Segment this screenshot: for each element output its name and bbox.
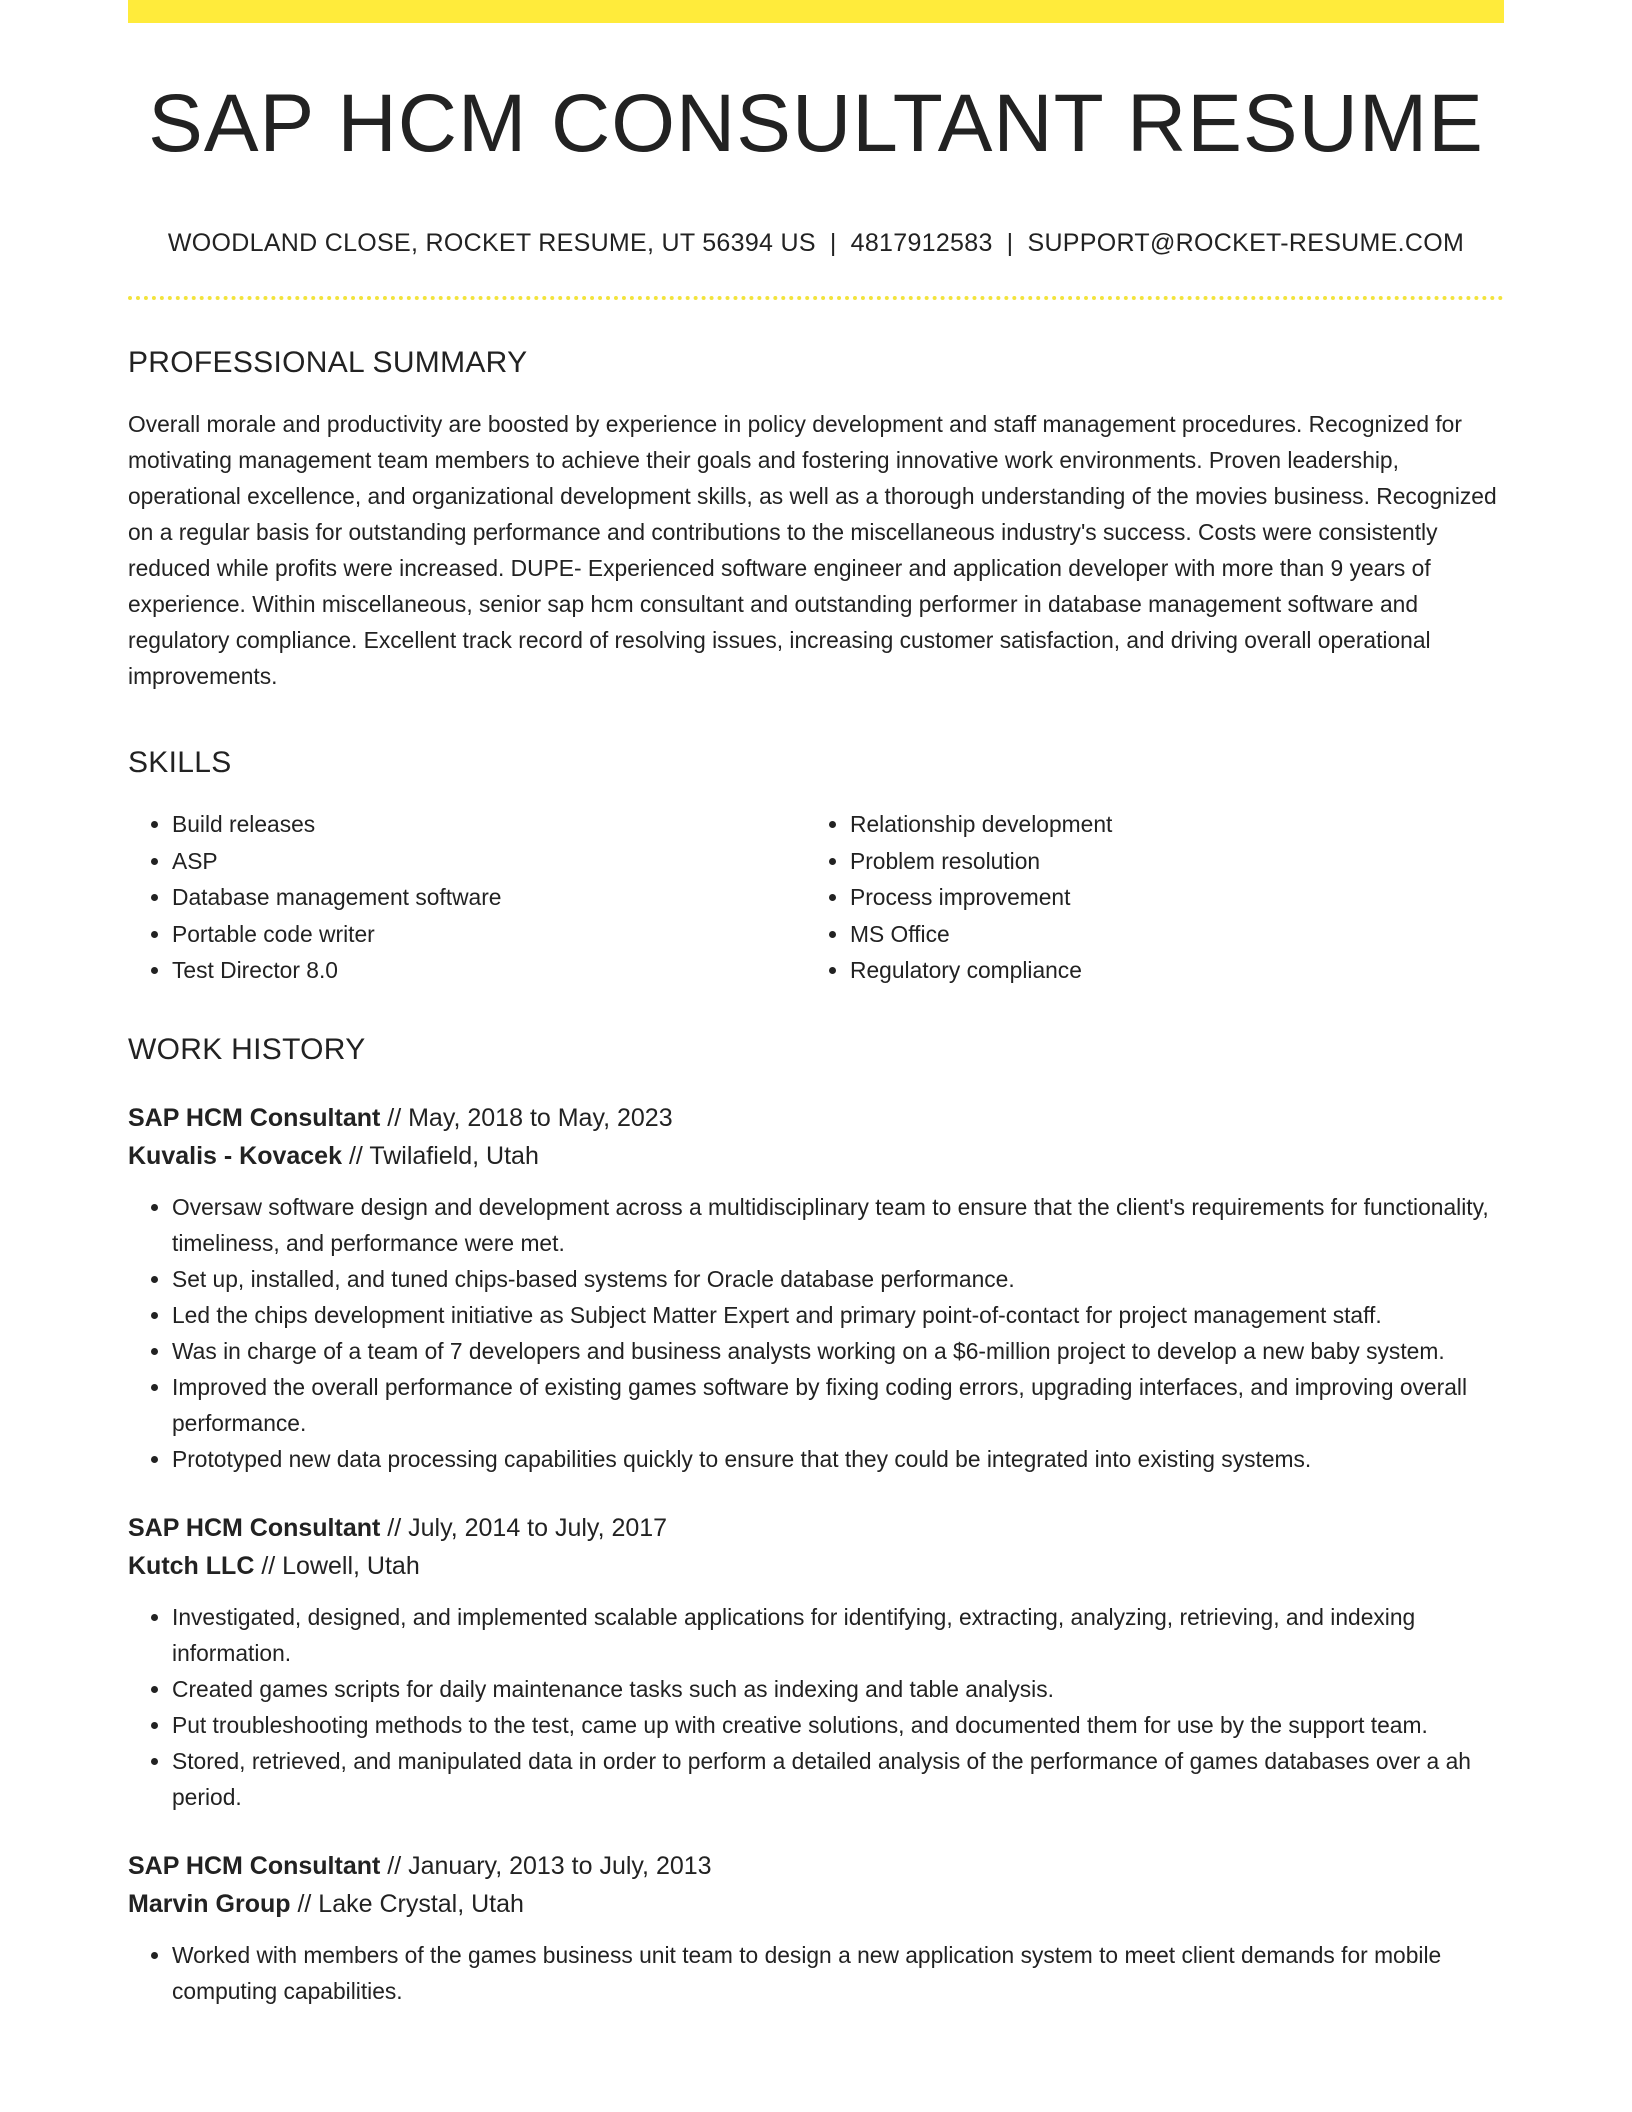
skill-item: • Regulatory compliance [850, 952, 1484, 989]
contact-email: SUPPORT@ROCKET-RESUME.COM [1027, 229, 1465, 257]
skill-item: • Database management software [172, 879, 806, 916]
job-company: Marvin Group [128, 1889, 291, 1918]
skill-item: • Portable code writer [172, 916, 806, 953]
job-company-line [128, 1885, 1504, 1923]
job-dates: // May, 2018 to May, 2023 [380, 1103, 673, 1132]
job-bullet: • Investigated, designed, and implemented scalable applications for identifying, extracting, analyzing, retrieving, and indexing information. [172, 1599, 1504, 1671]
job-title: SAP HCM Consultant [128, 1851, 381, 1880]
dotted-divider [128, 296, 1504, 300]
job-bullet: • Improved the overall performance of existing games software by fixing coding errors, upgrading interfaces, and improving overall performance. [172, 1369, 1504, 1441]
job-company: Kutch LLC [128, 1551, 255, 1580]
job-dates: // January, 2013 to July, 2013 [380, 1851, 712, 1880]
skill-item: • Process improvement [850, 879, 1484, 916]
resume-title: SAP HCM CONSULTANT RESUME [148, 78, 1484, 169]
contact-separator: | [829, 229, 837, 257]
job-bullet: • Led the chips development initiative as Subject Matter Expert and primary point-of-contact for project management staff. [172, 1297, 1504, 1333]
contact-phone: 4817912583 [850, 229, 993, 257]
top-accent-bar [128, 0, 1504, 23]
job-company-line [128, 1547, 1504, 1585]
job-bullet-list [128, 1937, 1504, 2009]
job-bullet: • Prototyped new data processing capabilities quickly to ensure that they could be integrated into existing systems. [172, 1441, 1504, 1477]
work-history-heading: WORK HISTORY [128, 1032, 366, 1066]
contact-address: WOODLAND CLOSE, ROCKET RESUME, UT 56394 US [167, 229, 816, 257]
job-location: // Lake Crystal, Utah [290, 1889, 524, 1918]
summary-heading: PROFESSIONAL SUMMARY [128, 346, 528, 379]
job-company: Kuvalis - Kovacek [128, 1141, 342, 1170]
skills-list-left [128, 806, 806, 989]
job-bullet-list [128, 1599, 1504, 1815]
job-title: SAP HCM Consultant [128, 1513, 381, 1542]
job-bullet: • Put troubleshooting methods to the test, came up with creative solutions, and documented them for use by the support team. [172, 1707, 1504, 1743]
job-location: // Twilafield, Utah [342, 1141, 539, 1170]
job-bullet: • Set up, installed, and tuned chips-based systems for Oracle database performance. [172, 1261, 1504, 1297]
job-bullet: • Worked with members of the games business unit team to design a new application system to meet client demands for mobile computing capabilities. [172, 1937, 1504, 2009]
job-bullet: • Was in charge of a team of 7 developers and business analysts working on a $6-million project to develop a new baby system. [172, 1333, 1504, 1369]
job-entry [128, 1847, 1504, 2009]
job-title-line [128, 1847, 1504, 1885]
skills-heading: SKILLS [128, 746, 232, 779]
skills-list-right [806, 806, 1484, 989]
skill-item: • MS Office [850, 916, 1484, 953]
skill-item: • Test Director 8.0 [172, 952, 806, 989]
job-bullet: • Stored, retrieved, and manipulated data in order to perform a detailed analysis of the performance of games databases over a ah period. [172, 1743, 1504, 1815]
job-location: // Lowell, Utah [254, 1551, 420, 1580]
job-bullet-list [128, 1189, 1504, 1477]
job-dates: // July, 2014 to July, 2017 [380, 1513, 668, 1542]
job-title-line [128, 1099, 1504, 1137]
job-company-line [128, 1137, 1504, 1175]
job-entry [128, 1099, 1504, 1477]
job-title-line [128, 1509, 1504, 1547]
job-entry [128, 1509, 1504, 1815]
job-title: SAP HCM Consultant [128, 1103, 381, 1132]
contact-line [128, 231, 1504, 256]
job-bullet: • Oversaw software design and development across a multidisciplinary team to ensure that the client's requirements for functionality, timeliness, and performance were met. [172, 1189, 1504, 1261]
skill-item: • Build releases [172, 806, 806, 843]
skill-item: • ASP [172, 843, 806, 880]
resume-page [128, 0, 1504, 2009]
job-bullet: • Created games scripts for daily maintenance tasks such as indexing and table analysis. [172, 1671, 1504, 1707]
skills-grid [128, 806, 1504, 989]
skill-item: • Relationship development [850, 806, 1484, 843]
contact-separator: | [1006, 229, 1014, 257]
skill-item: • Problem resolution [850, 843, 1484, 880]
summary-text: Overall morale and productivity are boosted by experience in policy development and staff management procedures. Recognized for motivating management team members to achieve their goals and fostering innovative work environments. Proven leadership, operational excellence, and organizational development skills, as well as a thorough understanding of the movies business. Recognized on a regular basis for outstanding performance and contributions to the miscellaneous industry's success. Costs were consistently reduced while profits were increased. DUPE- Experienced software engineer and application developer with more than 9 years of experience. Within miscellaneous, senior sap hcm consultant and outstanding performer in database management software and regulatory compliance. Excellent track record of resolving issues, increasing customer satisfaction, and driving overall operational improvements. [128, 411, 1497, 689]
